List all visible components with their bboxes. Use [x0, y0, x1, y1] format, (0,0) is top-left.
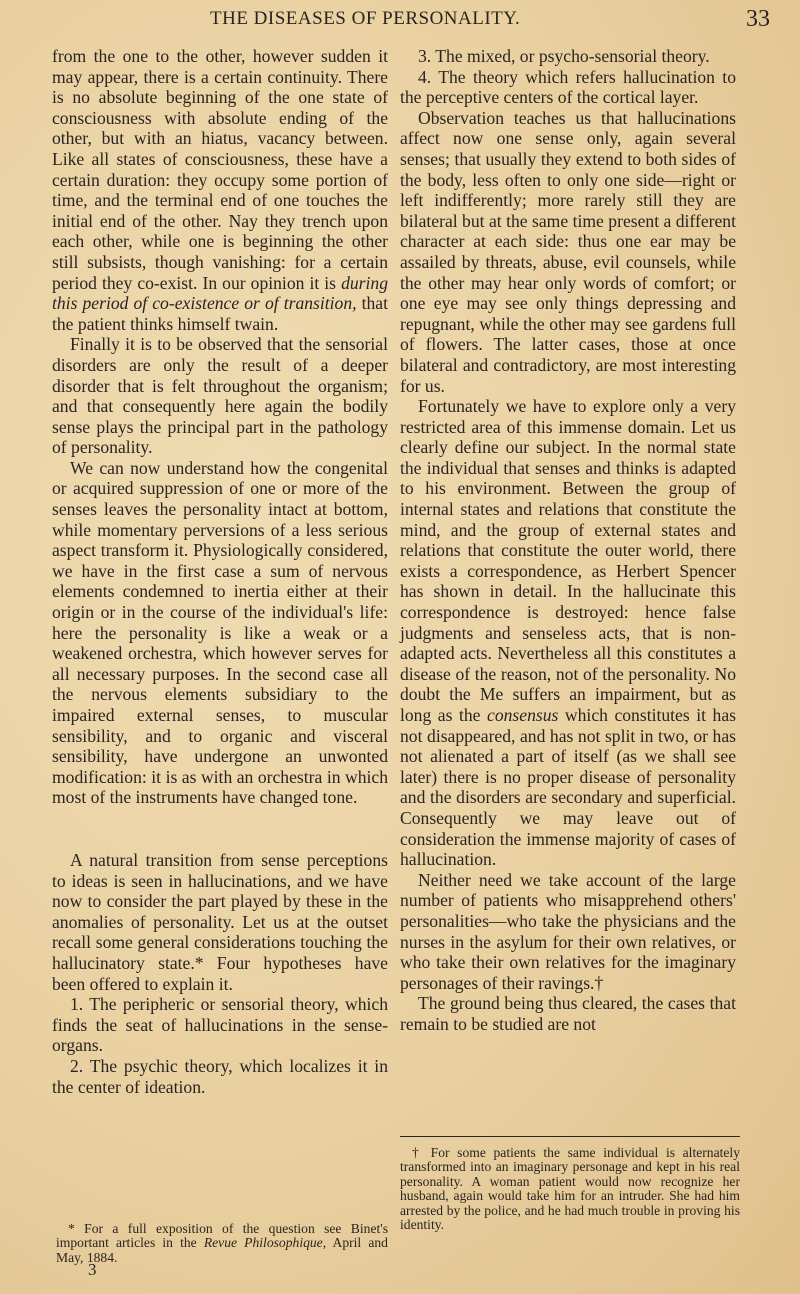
text-run: Observation teaches us that hallucinations affect now one sense only, again several senses; that usually they extend to both sides of the body, less often to only one side—right or left indifferently; more rarely still they are bilateral but at the same time present a different character at each side: thus one ear may be assailed by threats, abuse, evil counsels, while the other may hear only words of comfort; or one eye may see only things depressing and repugnant, while the other may see gardens full of flowers. The latter cases, those at once bilateral and contradictory, are most interesting for us. — [400, 107, 736, 396]
paragraph — [52, 334, 388, 458]
paragraph — [400, 46, 736, 67]
text-run: * For a full exposition of the question see Binet's important articles in the — [56, 1221, 388, 1251]
paragraph — [52, 46, 388, 334]
text-run: 3. The mixed, or psycho-sensorial theory. — [418, 46, 710, 66]
right-column — [400, 46, 736, 1035]
signature-mark: 3 — [88, 1260, 97, 1279]
text-run: † For some patients the same individual is alternately transformed into an imaginary personage and kept in his real personality. A woman patient would now recognize her husband, again would take him for an intruder. She had him arrested by the police, and he had much trouble in proving his identity. — [400, 1145, 740, 1233]
text-run: We can now understand how the congenital or acquired suppression of one or more of the senses leaves the personality intact at bottom, while momentary perversions of a less serious aspect transform it. Physiologically considered, we have in the first case a sum of nervous elements condemned to inertia either at their origin or in the course of the individual's life: here the personality is like a weak or a weakened orchestra, which however serves for all necessary purposes. In the second case all the nervous elements subsidiary to the impaired external senses, to muscular sensibility, and to organic and visceral sensibility, have undergone an unwonted modification: it is as with an orchestra in which most of the instruments have changed tone. — [52, 457, 388, 808]
italic-text: during this period of co-existence or of transition, — [52, 272, 388, 314]
text-run: Finally it is to be observed that the sensorial disorders are only the result of a deeper disorder that is felt throughout the organism; and that consequently here again the bodily sense plays the principal part in the pathology of personality. — [52, 334, 388, 458]
paragraph — [52, 850, 388, 994]
left-footnote — [56, 1222, 388, 1265]
section-break — [52, 808, 388, 850]
text-run: which constitutes it has not disappeared, and has not split in two, or has not alienated a part of itself (as we shall see later) there is no proper disease of personality and the disorders are secondary and superficial. Consequently we may leave out of consideration the immense majority of cases of hallucination. — [400, 705, 736, 870]
paragraph — [52, 458, 388, 808]
paragraph — [400, 67, 736, 108]
text-run: 4. The theory which refers hallucination to the perceptive centers of the cortical layer. — [400, 66, 736, 108]
text-run: April and May, 1884. — [56, 1235, 388, 1265]
page-header — [210, 8, 770, 38]
text-run: Fortunately we have to explore only a very restricted area of this immense domain. Let us clearly define our subject. In the normal state the individual that senses and thinks is adapted to his environment. Between the group of internal states and relations that constitute the mind, and the group of external states and relations that constitute the outer world, there exists a correspondence, as Herbert Spencer has shown in detail. In the hallucinate this correspondence is destroyed: hence false judgments and senseless acts, that is non-adapted acts. Nevertheless all this constitutes a disease of the reason, not of the personality. No doubt the Me suffers an impairment, but as long as the — [400, 396, 736, 725]
left-paragraphs-bottom — [52, 850, 388, 1097]
text-run: 2. The psychic theory, which localizes it in the center of ideation. — [52, 1055, 388, 1097]
italic-text: consensus — [487, 705, 559, 725]
paragraph — [52, 1056, 388, 1097]
paragraph — [400, 870, 736, 994]
page-number: 33 — [746, 6, 770, 32]
text-run: 1. The peripheric or sensorial theory, which finds the seat of hallucinations in the sense-organs. — [52, 994, 388, 1056]
text-run: Neither need we take account of the large number of patients who misapprehend others' personalities—who take the physicians and the nurses in the asylum for their own relatives, or who take their own relatives for the imaginary personages of their ravings.† — [400, 869, 736, 993]
text-run: A natural transition from sense perceptions to ideas is seen in hallucinations, and we have now to consider the part played by these in the anomalies of personality. Let us at the outset recall some general considerations touching the hallucinatory state.* Four hypotheses have been offered to explain it. — [52, 849, 388, 994]
italic-text: Revue Philosophique, — [203, 1235, 327, 1251]
paragraph — [400, 108, 736, 396]
running-title: THE DISEASES OF PERSONALITY. — [210, 8, 521, 29]
left-paragraphs-top — [52, 46, 388, 808]
paragraph — [56, 1222, 388, 1265]
text-run: that the patient thinks himself twain. — [52, 293, 388, 334]
paragraph — [400, 396, 736, 870]
paragraph — [52, 994, 388, 1056]
left-column — [52, 46, 388, 1097]
paragraph — [400, 1146, 740, 1232]
right-footnote — [400, 1136, 740, 1232]
text-run: from the one to the other, however sudden it may appear, there is a certain continuity. There is no absolute beginning of the one state of consciousness with absolute ending of the other, but with an hiatus, vacancy between. Like all states of consciousness, these have a certain duration: they occupy some portion of time, and the terminal end of one touches the initial end of the other. Nay they trench upon each other, while one is beginning the other still subsists, though vanishing: for a certain period they co-exist. In our opinion it is — [52, 46, 388, 293]
paragraph — [400, 993, 736, 1034]
text-run: The ground being thus cleared, the cases that remain to be studied are not — [400, 993, 736, 1034]
right-paragraphs — [400, 46, 736, 1035]
